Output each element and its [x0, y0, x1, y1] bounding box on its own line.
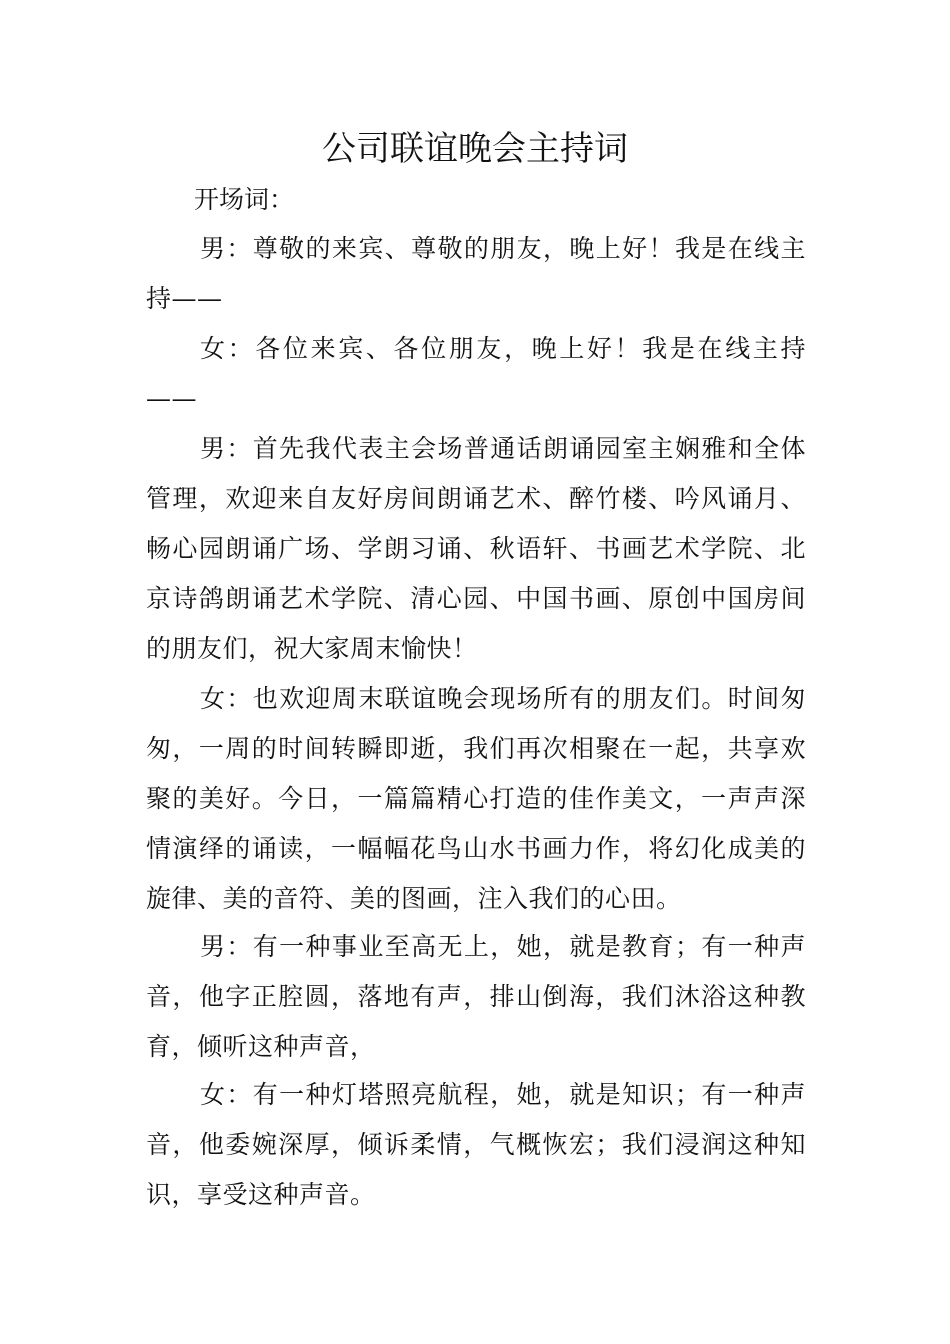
- paragraph: 女：各位来宾、各位朋友，晚上好！我是在线主持——: [146, 334, 806, 413]
- paragraph: 女：也欢迎周末联谊晚会现场所有的朋友们。时间匆匆，一周的时间转瞬即逝，我们再次相聚在一起，共享欢聚的美好。今日，一篇篇精心打造的佳作美文，一声声深情演绎的诵读，一幅幅花鸟山水书画力作，将幻化成美的旋律、美的音符、美的图画，注入我们的心田。: [146, 684, 806, 913]
- paragraph: 男：有一种事业至高无上，她，就是教育；有一种声音，他字正腔圆，落地有声，排山倒海，我们沐浴这种教育，倾听这种声音，: [146, 932, 806, 1061]
- document-title: 公司联谊晚会主持词: [322, 129, 628, 169]
- section-heading: 开场词：: [194, 185, 295, 214]
- paragraph: 男：首先我代表主会场普通话朗诵园室主娴雅和全体管理，欢迎来自友好房间朗诵艺术、醉竹楼、吟风诵月、畅心园朗诵广场、学朗习诵、秋语轩、书画艺术学院、北京诗鸽朗诵艺术学院、清心园、中国书画、原创中国房间的朋友们，祝大家周末愉快！: [146, 434, 806, 663]
- paragraph: 男：尊敬的来宾、尊敬的朋友，晚上好！我是在线主持——: [146, 234, 806, 313]
- paragraph: 女：有一种灯塔照亮航程，她，就是知识；有一种声音，他委婉深厚，倾诉柔情，气概恢宏；我们浸润这种知识，享受这种声音。: [146, 1080, 806, 1209]
